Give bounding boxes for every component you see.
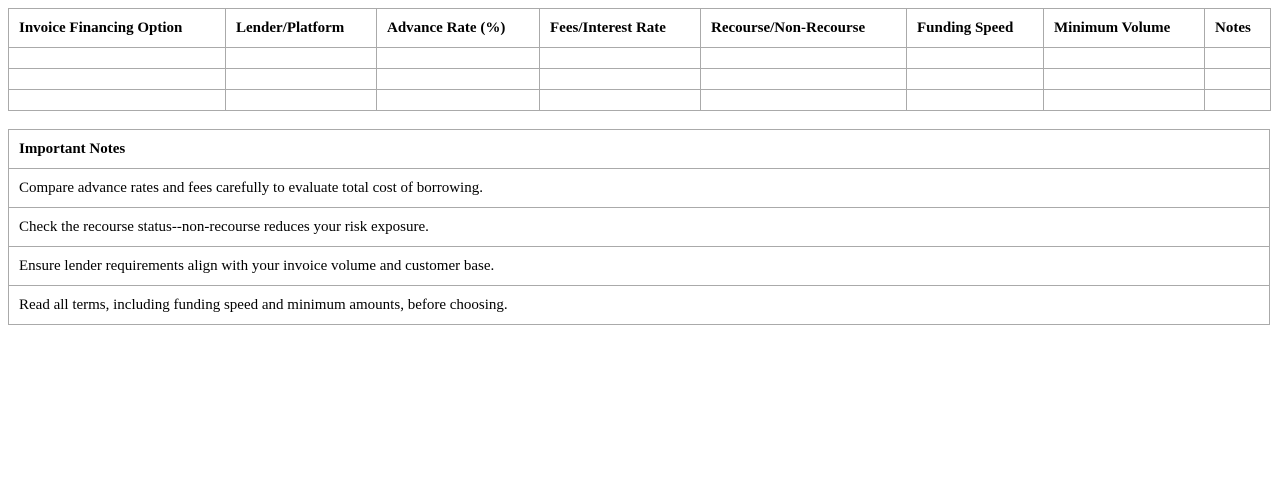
table-cell: [701, 48, 907, 69]
header-lender-platform: Lender/Platform: [226, 9, 377, 48]
header-financing-option: Invoice Financing Option: [9, 9, 226, 48]
notes-title: Important Notes: [9, 130, 1270, 169]
table-cell: [226, 48, 377, 69]
note-text: Check the recourse status--non-recourse reduces your risk exposure.: [9, 208, 1270, 247]
important-notes-table: [8, 129, 1270, 325]
table-cell: [9, 48, 226, 69]
table-cell: [540, 48, 701, 69]
table-cell: [540, 90, 701, 111]
header-minimum-volume: Minimum Volume: [1044, 9, 1205, 48]
table-cell: [1205, 69, 1271, 90]
header-recourse: Recourse/Non-Recourse: [701, 9, 907, 48]
table-cell: [1205, 48, 1271, 69]
table-cell: [907, 90, 1044, 111]
note-text: Ensure lender requirements align with your invoice volume and customer base.: [9, 247, 1270, 286]
notes-header-row: [9, 130, 1270, 169]
header-notes: Notes: [1205, 9, 1271, 48]
table-cell: [226, 90, 377, 111]
table-cell: [701, 69, 907, 90]
table-cell: [1044, 90, 1205, 111]
list-item: [9, 208, 1270, 247]
list-item: [9, 247, 1270, 286]
table-header-row: [9, 9, 1271, 48]
table-cell: [377, 90, 540, 111]
table-cell: [1205, 90, 1271, 111]
header-fees-interest: Fees/Interest Rate: [540, 9, 701, 48]
table-cell: [907, 69, 1044, 90]
table-cell: [1044, 48, 1205, 69]
table-cell: [907, 48, 1044, 69]
table-cell: [377, 48, 540, 69]
table-row: [9, 90, 1271, 111]
table-cell: [540, 69, 701, 90]
list-item: [9, 169, 1270, 208]
financing-options-table: [8, 8, 1271, 111]
table-cell: [226, 69, 377, 90]
note-text: Read all terms, including funding speed and minimum amounts, before choosing.: [9, 286, 1270, 325]
header-advance-rate: Advance Rate (%): [377, 9, 540, 48]
table-cell: [1044, 69, 1205, 90]
table-row: [9, 48, 1271, 69]
table-row: [9, 69, 1271, 90]
table-cell: [9, 69, 226, 90]
header-funding-speed: Funding Speed: [907, 9, 1044, 48]
note-text: Compare advance rates and fees carefully to evaluate total cost of borrowing.: [9, 169, 1270, 208]
table-cell: [9, 90, 226, 111]
table-cell: [377, 69, 540, 90]
list-item: [9, 286, 1270, 325]
table-cell: [701, 90, 907, 111]
